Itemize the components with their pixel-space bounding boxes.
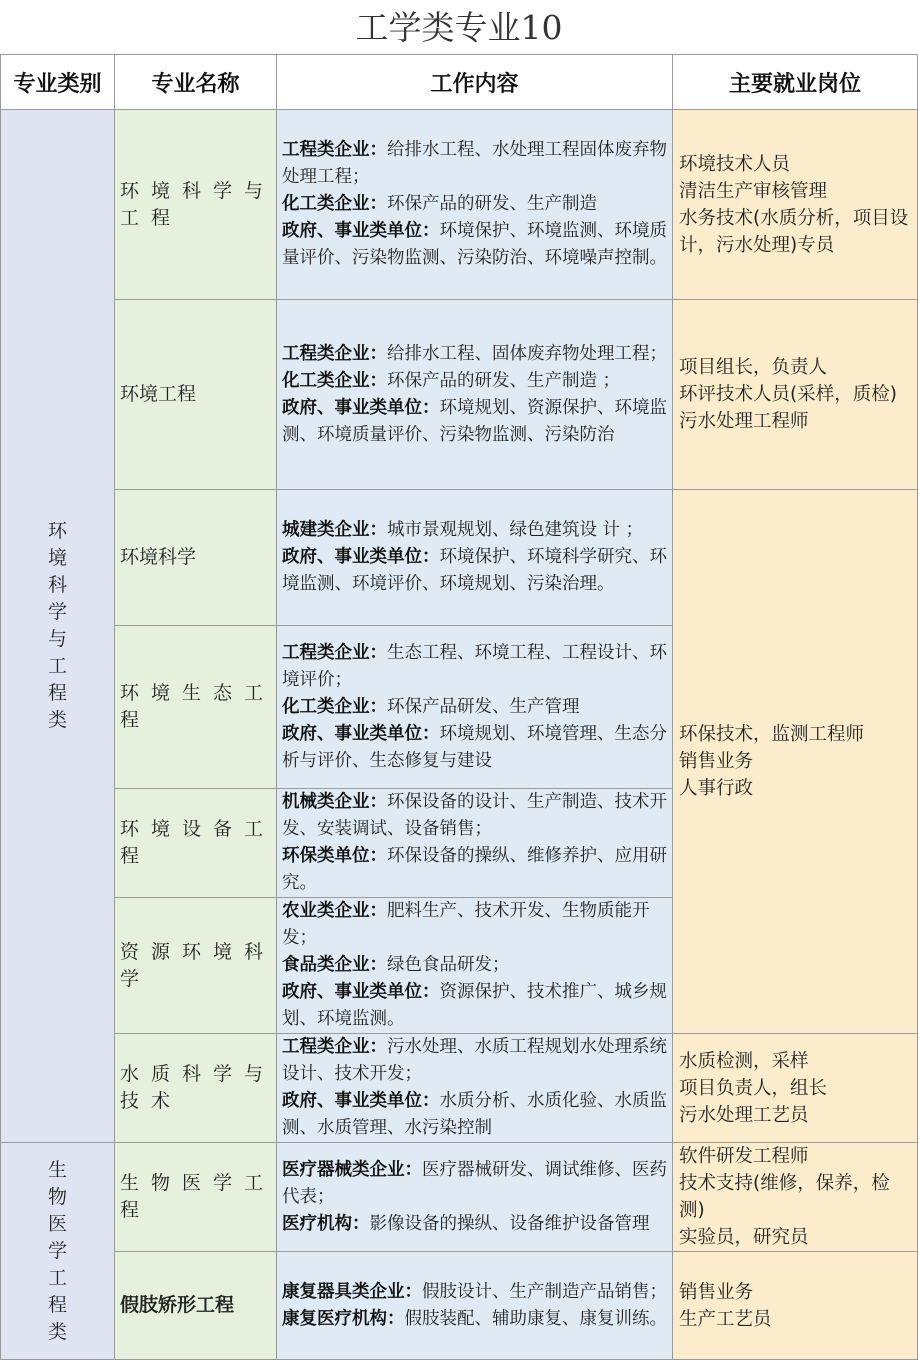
work-content — [277, 626, 673, 789]
table-row — [1, 1034, 918, 1143]
job-item: 销售业务 — [679, 1281, 754, 1303]
work-text: 生态工程、环境工程、工程设计、环境评价； — [282, 642, 667, 690]
work-text: 环保设备的设计、生产制造、技术开发、安装调试、设备销售； — [282, 792, 667, 839]
major-name: 环境生态工程 — [115, 626, 277, 789]
work-content — [277, 1143, 673, 1252]
job-item: 软件研发工程师 — [679, 1146, 809, 1167]
work-text: 肥料生产、技术开发、生物质能开发； — [282, 901, 650, 948]
work-text: 给排水工程、水处理工程固体废弃物处理工程； — [282, 140, 667, 187]
work-label: 食品类企业： — [282, 955, 387, 975]
job-item: 环保技术，监测工程师 — [679, 724, 865, 745]
work-content — [277, 1252, 673, 1360]
major-name: 资源环境科学 — [115, 898, 277, 1034]
work-text: 水质分析、水质化验、水质监测、水质管理、水污染控制 — [282, 1091, 667, 1138]
job-item: 环境技术人员 — [679, 153, 791, 175]
work-text: 环境保护、环境科学研究、环境监测、环境评价、环境规划、污染治理。 — [282, 547, 667, 594]
major-name: 环境工程 — [115, 300, 277, 490]
work-text: 城市景观规划、绿色建筑设 计 ； — [387, 520, 644, 540]
table-row — [1, 1252, 918, 1360]
work-label: 康复器具类企业： — [282, 1281, 422, 1302]
header-major: 专业名称 — [115, 55, 277, 110]
jobs-cell — [673, 110, 918, 300]
work-text: 假肢装配、辅助康复、康复训练。 — [404, 1308, 667, 1329]
work-label: 政府、事业类单位： — [282, 982, 440, 1002]
jobs-cell — [673, 1252, 918, 1360]
job-item: 人事行政 — [679, 778, 754, 799]
majors-table — [0, 54, 918, 1360]
jobs-cell — [673, 1034, 918, 1143]
work-label: 工程类企业： — [282, 140, 387, 160]
work-text: 环保产品研发、生产管理 — [387, 696, 580, 717]
category-label: 生物医学工程类 — [47, 1158, 67, 1343]
work-label: 政府、事业类单位： — [282, 221, 440, 241]
job-item: 污水处理工艺员 — [679, 1104, 809, 1126]
table-row — [1, 490, 918, 626]
work-text: 环境保护、环境监测、环境质量评价、污染物监测、污染防治、环境噪声控制。 — [282, 221, 667, 268]
work-label: 政府、事业类单位： — [282, 547, 440, 567]
work-text: 绿色食品研发； — [387, 955, 510, 975]
work-content — [277, 1034, 673, 1143]
work-label: 医疗机构： — [282, 1213, 370, 1234]
work-text: 医疗器械研发、调试维修、医药代表； — [282, 1159, 667, 1207]
work-text: 环保设备的操纵、维修养护、应用研究。 — [282, 846, 667, 893]
page-title: 工学类专业10 — [355, 8, 563, 47]
major-name: 环境设备工程 — [115, 789, 277, 898]
work-label: 化工类企业： — [282, 194, 387, 214]
work-label: 农业类企业： — [282, 901, 387, 921]
work-content — [277, 110, 673, 300]
work-text: 资源保护、技术推广、城乡规划、环境监测。 — [282, 982, 667, 1029]
work-label: 康复医疗机构： — [282, 1308, 405, 1329]
work-content — [277, 490, 673, 626]
job-item: 技术支持(维修，保养，检测) — [679, 1173, 890, 1221]
work-label: 机械类企业： — [282, 792, 387, 812]
category-cell — [1, 110, 115, 1143]
major-name: 水质科学与技术 — [115, 1034, 277, 1143]
major-name: 生物医学工程 — [115, 1143, 277, 1252]
work-label: 化工类企业： — [282, 370, 387, 391]
major-name: 假肢矫形工程 — [115, 1252, 277, 1360]
work-text: 给排水工程、固体废弃物处理工程； — [387, 343, 667, 364]
work-label: 工程类企业： — [282, 343, 387, 364]
category-cell — [1, 1143, 115, 1360]
work-label: 环保类单位： — [282, 846, 387, 866]
jobs-cell — [673, 1143, 918, 1252]
job-item: 销售业务 — [679, 751, 754, 772]
category-label: 环境科学与工程类 — [47, 520, 67, 731]
work-text: 环境规划、环境管理、生态分析与评价、生态修复与建设 — [282, 723, 667, 771]
job-item: 污水处理工程师 — [679, 411, 809, 432]
job-item: 水务技术(水质分析，项目设计，污水处理)专员 — [679, 207, 909, 256]
header-jobs: 主要就业岗位 — [673, 55, 918, 110]
work-label: 化工类企业： — [282, 696, 387, 717]
major-name: 环境科学 — [115, 490, 277, 626]
work-label: 医疗器械类企业： — [282, 1159, 422, 1180]
work-label: 政府、事业类单位： — [282, 397, 440, 418]
header-row — [1, 55, 918, 110]
work-label: 政府、事业类单位： — [282, 1091, 440, 1111]
major-name: 环境科学与工程 — [115, 110, 277, 300]
work-label: 城建类企业： — [282, 520, 387, 540]
work-text: 影像设备的操纵、设备维护设备管理 — [369, 1213, 650, 1234]
header-category: 专业类别 — [1, 55, 115, 110]
table-row — [1, 1143, 918, 1252]
work-text: 环保产品的研发、生产制造 ； — [387, 370, 621, 391]
header-work: 工作内容 — [277, 55, 673, 110]
work-text: 假肢设计、生产制造产品销售； — [422, 1281, 667, 1302]
job-item: 水质检测，采样 — [679, 1050, 809, 1072]
work-content — [277, 898, 673, 1034]
table-row — [1, 110, 918, 300]
job-item: 清洁生产审核管理 — [679, 180, 828, 202]
table-row — [1, 300, 918, 490]
job-item: 项目负责人，组长 — [679, 1077, 828, 1099]
job-item: 项目组长，负责人 — [679, 357, 828, 378]
jobs-cell — [673, 300, 918, 490]
work-label: 工程类企业： — [282, 642, 387, 663]
work-text: 环境规划、资源保护、环境监测、环境质量评价、污染物监测、污染防治 — [282, 397, 667, 445]
jobs-cell-shared — [673, 490, 918, 1034]
work-content — [277, 789, 673, 898]
work-text: 环保产品的研发、生产制造 — [387, 194, 597, 214]
work-label: 政府、事业类单位： — [282, 723, 440, 744]
job-item: 环评技术人员(采样，质检) — [679, 384, 897, 405]
work-text: 污水处理、水质工程规划水处理系统设计、技术开发； — [282, 1037, 667, 1084]
work-label: 工程类企业： — [282, 1037, 387, 1057]
job-item: 实验员，研究员 — [679, 1227, 809, 1248]
work-content — [277, 300, 673, 490]
job-item: 生产工艺员 — [679, 1308, 772, 1330]
